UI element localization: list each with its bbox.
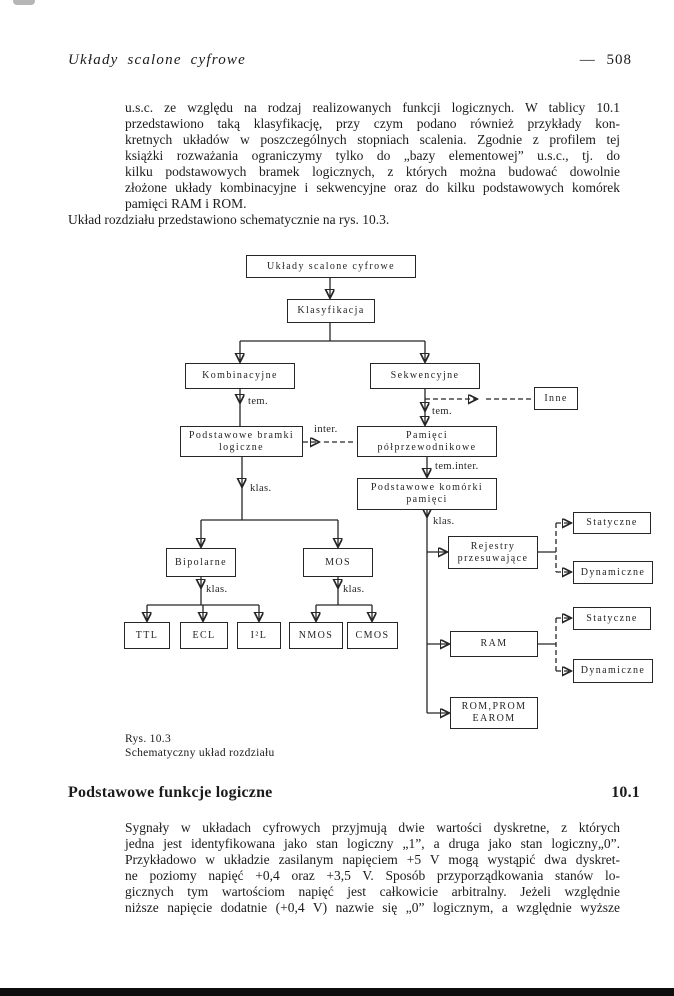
running-title: Układy scalone cyfrowe [68,52,246,68]
diagram-box-label: Inne [544,392,568,404]
diagram-box-label: Podstawowe komórki [370,482,484,493]
scan-edge-bar [0,988,674,996]
diagram-box-label: półprzewodnikowe [377,441,477,453]
diagram-box-label: Dynamiczne [580,566,646,578]
paragraph-line: jedna jest identyfikowana jako stan logiczny „1”, a druga jako stan logiczny„0”. [125,836,620,851]
paragraph-line: niższe napięcie dodatnie (+0,4 V) nazwie się „0” logicznym, a względnie wyższe [125,900,620,915]
diagram-box-label: pamięci [406,494,448,505]
diagram-box-label: EAROM [472,713,516,724]
body-paragraph [125,820,620,916]
figure-caption-number: Rys. 10.3 [125,733,172,745]
diagram-box-label: RAM [480,638,508,649]
edge-label-klas-bipolarne: klas. [206,584,228,595]
diagram-box-label: Statyczne [586,612,638,624]
paragraph-line: pamięci RAM i ROM. [125,196,247,211]
edge-label-klas-mos: klas. [343,584,365,595]
paragraph-line: przedstawiono taką klasyfikację, przy czym podano również przykłady kon- [125,116,620,131]
diagram-box-label: ECL [192,629,216,641]
intro-flush-line: Układ rozdziału przedstawiono schematycznie na rys. 10.3. [68,212,390,227]
figure-caption-text: Schematyczny układ rozdziału [125,747,275,759]
diagram-box-label: Kombinacyjne [202,370,278,381]
section-title: Podstawowe funkcje logiczne [68,784,273,801]
diagram-box-label: TTL [135,629,159,641]
paragraph-line: Przykładowo w układzie zasilanym napięciem +5 V mogą wystąpić dwa dyskret- [125,852,620,867]
edge-label-klas-bramki: klas. [250,483,272,494]
diagram-box-label: MOS [325,556,351,568]
paragraph-line: kilku podstawowych bramek logicznych, z których można budować dowolnie [125,164,620,179]
paragraph-line: u.s.c. ze względu na rodzaj realizowanych funkcji logicznych. W tablicy 10.1 [125,100,620,115]
diagram-box-label: Pamięci [405,429,448,441]
paragraph-line: Sygnały w układach cyfrowych przyjmują dwie wartości dyskretne, z których [125,820,620,835]
figure-caption [125,732,275,760]
diagram-box-label: ROM,PROM [461,701,527,712]
diagram-box-label: Dynamiczne [580,665,646,676]
section-heading [68,784,640,802]
diagram-box-label: NMOS [298,629,334,641]
edge-label-klas-komorki: klas. [433,516,455,527]
diagram-box-label: przesuwające [457,552,529,564]
diagram-box-label: Bipolarne [174,556,228,568]
edge-label-tem-left: tem. [248,396,268,407]
diagram-box-label: CMOS [355,629,390,641]
paragraph-line: gicznych tym wartościom napięć jest całkowicie arbitralny. Jeżeli względnie [125,884,620,899]
paragraph-line: kretnych układów w poszczególnych stopniach scalenia. Zgodnie z profilem tej [125,132,620,147]
paragraph-line: złożone układy kombinacyjne i sekwencyjne oraz do kilku podstawowych komórek [125,180,620,195]
diagram-box-label: Układy scalone cyfrowe [267,260,395,272]
edge-label-tem-right: tem. [432,406,452,417]
diagram-box-label: Podstawowe bramki [188,429,295,441]
diagram-box-label: Rejestry [470,540,516,552]
diagram-box-label: Klasyfikacja [297,305,365,316]
edge-label-inter: inter. [314,424,338,435]
section-number: 10.1 [611,784,640,801]
diagram-box-label: Sekwencyjne [390,370,460,381]
paragraph-line: książki rozważania ograniczymy tylko do „bazy elementowej” u.s.c., tj. do [125,148,620,163]
diagram-box-label: I²L [250,629,268,641]
page-number: — 508 [579,52,632,68]
diagram-box-label: logiczne [218,441,265,453]
paragraph-line: ne poziomy napięć +0,4 oraz +3,5 V. Sposób przyporządkowania stanów lo- [125,868,620,883]
edge-label-tem-inter: tem.inter. [435,461,479,472]
diagram-box-label: Statyczne [586,517,638,528]
